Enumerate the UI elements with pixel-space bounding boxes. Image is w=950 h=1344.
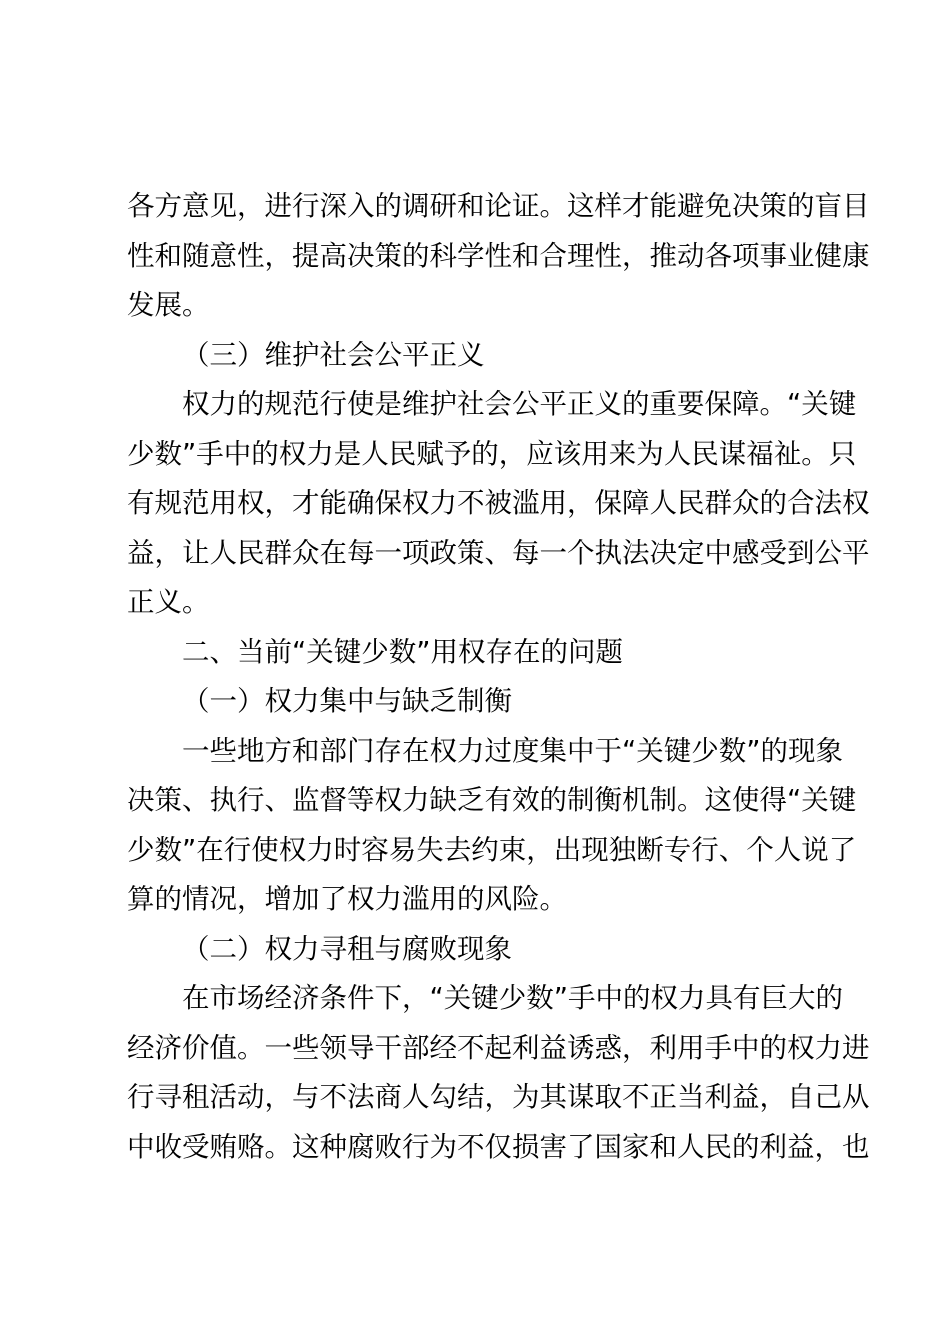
text-line: 性和随意性，提高决策的科学性和合理性，推动各项事业健康	[127, 239, 870, 272]
text-line: 中收受贿赂。这种腐败行为不仅损害了国家和人民的利益，也	[127, 1130, 870, 1163]
text-line: 二、当前“关键少数”用权存在的问题	[182, 635, 623, 668]
text-line: 正义。	[127, 586, 210, 618]
text-line: 少数”在行使权力时容易失去约束，出现独断专行、个人说了	[127, 833, 857, 866]
text-line: 一些地方和部门存在权力过度集中于“关键少数”的现象	[182, 734, 843, 767]
text-line: 经济价值。一些领导干部经不起利益诱惑，利用手中的权力进	[127, 1031, 870, 1064]
text-line: 益，让人民群众在每一项政策、每一个执法决定中感受到公平	[127, 536, 870, 569]
text-line: （二）权力寻租与腐败现象	[182, 932, 512, 965]
text-line: 权力的规范行使是维护社会公平正义的重要保障。“关键	[182, 388, 857, 420]
text-line: （一）权力集中与缺乏制衡	[182, 685, 512, 717]
text-line: 决策、执行、监督等权力缺乏有效的制衡机制。这使得“关键	[127, 784, 857, 816]
text-line: 各方意见，进行深入的调研和论证。这样才能避免决策的盲目	[127, 190, 870, 222]
text-line: （三）维护社会公平正义	[182, 338, 485, 371]
text-line: 发展。	[127, 289, 210, 321]
text-line: 在市场经济条件下，“关键少数”手中的权力具有巨大的	[182, 982, 843, 1014]
text-line: 行寻租活动，与不法商人勾结，为其谋取不正当利益，自己从	[127, 1081, 870, 1113]
body-text	[127, 182, 870, 1172]
text-line: 少数”手中的权力是人民赋予的，应该用来为人民谋福祉。只	[127, 437, 857, 470]
text-line: 有规范用权，才能确保权力不被滥用，保障人民群众的合法权	[127, 487, 870, 519]
text-line: 算的情况，增加了权力滥用的风险。	[127, 883, 567, 915]
